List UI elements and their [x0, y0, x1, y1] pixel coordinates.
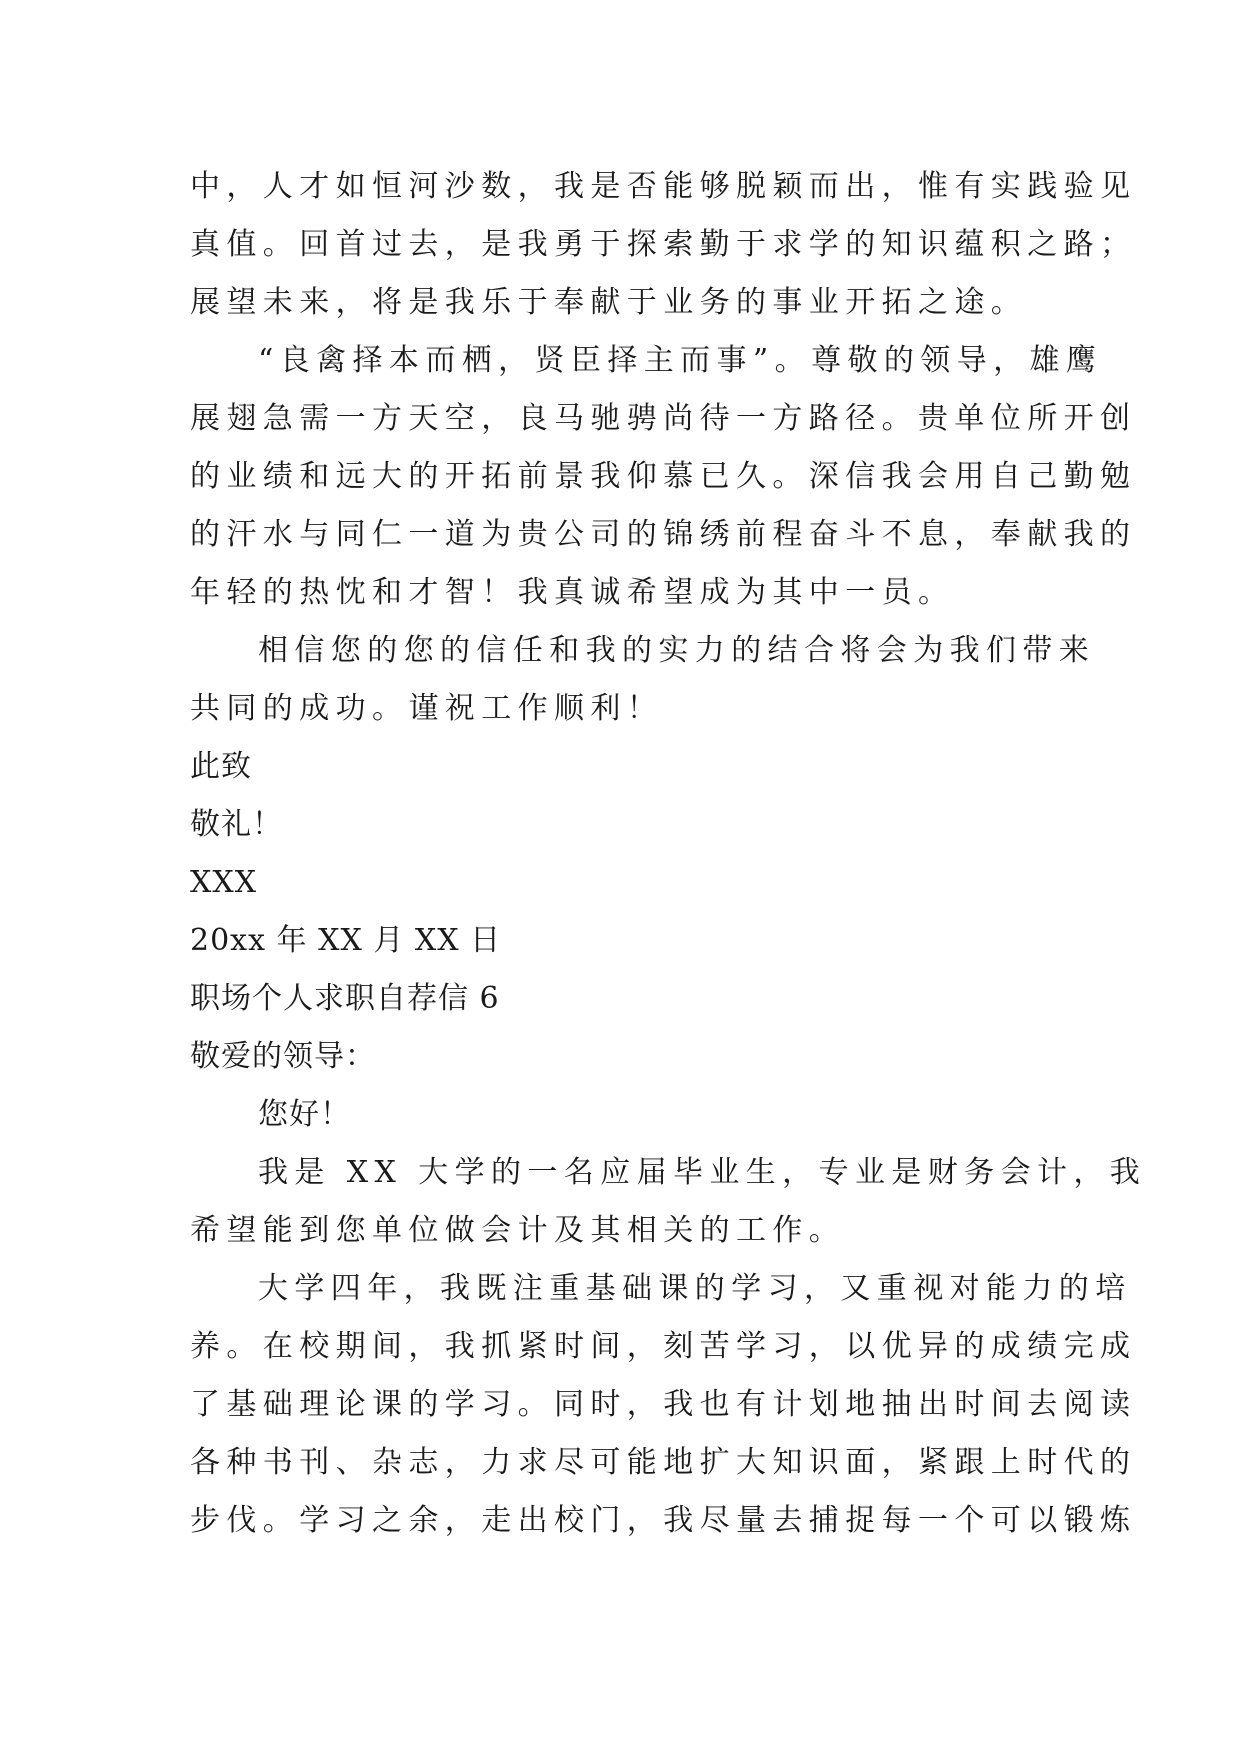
section-title: 职场个人求职自荐信 6	[190, 981, 500, 1016]
text-line: 年轻的热忱和才智！我真诚希望成为其中一员。	[190, 575, 955, 610]
text-line: “良禽择本而栖，贤臣择主而事”。尊敬的领导，雄鹰	[258, 343, 1103, 378]
paragraph-2	[190, 332, 1137, 622]
text-line: 希望能到您单位做会计及其相关的工作。	[190, 1213, 846, 1248]
text-line: 共同的成功。谨祝工作顺利！	[190, 691, 664, 726]
text-line: 大学四年，我既注重基础课的学习，又重视对能力的培	[258, 1271, 1132, 1306]
text-line: 了基础理论课的学习。同时，我也有计划地抽出时间去阅读	[190, 1387, 1137, 1422]
closing-line: 此致	[190, 749, 252, 784]
paragraph-1	[190, 158, 1137, 332]
paragraph-5	[190, 1260, 1137, 1550]
paragraph-3	[190, 622, 1096, 738]
text-line: 养。在校期间，我抓紧时间，刻苦学习，以优异的成绩完成	[190, 1329, 1137, 1364]
text-line: 展望未来，将是我乐于奉献于业务的事业开拓之途。	[190, 285, 1028, 320]
greeting: 您好！	[258, 1097, 351, 1132]
text-line: 相信您的您的信任和我的实力的结合将会为我们带来	[258, 633, 1096, 668]
text-line: 的业绩和远大的开拓前景我仰慕已久。深信我会用自己勤勉	[190, 459, 1137, 494]
text-line: 的汗水与同仁一道为贵公司的锦绣前程奋斗不息，奉献我的	[190, 517, 1137, 552]
text-line: 各种书刊、杂志，力求尽可能地扩大知识面，紧跟上时代的	[190, 1445, 1137, 1480]
salutation: 敬爱的领导：	[190, 1039, 376, 1074]
signature: XXX	[190, 865, 258, 900]
closing-salute: 敬礼！	[190, 807, 283, 842]
date: 20xx 年 XX 月 XX 日	[190, 923, 502, 958]
text-line: 展翅急需一方天空，良马驰骋尚待一方路径。贵单位所开创	[190, 401, 1137, 436]
letter-page	[190, 158, 1147, 1550]
paragraph-4	[190, 1144, 1147, 1260]
text-line: 我是 XX 大学的一名应届毕业生，专业是财务会计，我	[258, 1155, 1147, 1190]
text-line: 中，人才如恒河沙数，我是否能够脱颖而出，惟有实践验见	[190, 169, 1137, 204]
text-line: 步伐。学习之余，走出校门，我尽量去捕捉每一个可以锻炼	[190, 1503, 1137, 1538]
text-line: 真值。回首过去，是我勇于探索勤于求学的知识蕴积之路；	[190, 227, 1137, 262]
